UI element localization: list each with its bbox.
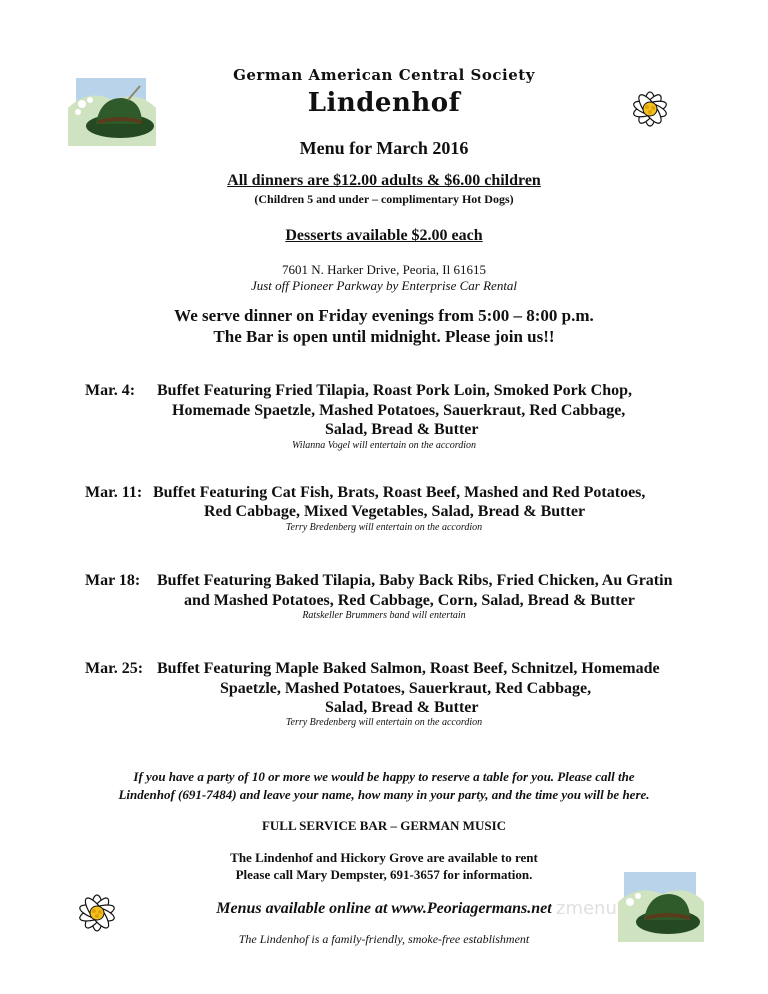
watermark-logo: zmenu bbox=[556, 898, 617, 919]
dinner-hours: We serve dinner on Friday evenings from 5:00 – 8:00 p.m. bbox=[174, 306, 594, 325]
rental-line: The Lindenhof and Hickory Grove are available to rent bbox=[230, 850, 538, 865]
family-note: The Lindenhof is a family-friendly, smoke-free establishment bbox=[238, 932, 530, 946]
website-line: Menus available online at www.Peoriagermans.net bbox=[216, 900, 552, 917]
entertainment-note: Ratskeller Brummers band will entertain bbox=[302, 610, 466, 621]
dessert-price: Desserts available $2.00 each bbox=[285, 227, 483, 244]
menu-line: Homemade Spaetzle, Mashed Potatoes, Sauerkraut, Red Cabbage, bbox=[172, 402, 626, 419]
menu-line: Buffet Featuring Fried Tilapia, Roast Pork Loin, Smoked Pork Chop, bbox=[157, 382, 632, 399]
reservation-line: Lindenhof (691-7484) and leave your name, how many in your party, and the time you will be here. bbox=[118, 787, 650, 802]
menu-line: Spaetzle, Mashed Potatoes, Sauerkraut, Red Cabbage, bbox=[220, 680, 592, 697]
restaurant-name: Lindenhof bbox=[307, 88, 461, 118]
entertainment-note: Wilanna Vogel will entertain on the accordion bbox=[291, 440, 477, 451]
menu-date: Mar. 25: bbox=[85, 660, 144, 677]
menu-date: Mar. 11: bbox=[85, 484, 143, 501]
children-note: (Children 5 and under – complimentary Hot Dogs) bbox=[254, 192, 514, 206]
menu-line: Buffet Featuring Baked Tilapia, Baby Back Ribs, Fried Chicken, Au Gratin bbox=[157, 572, 673, 589]
directions: Just off Pioneer Parkway by Enterprise Car Rental bbox=[250, 278, 518, 293]
menu-title: Menu for March 2016 bbox=[299, 138, 469, 158]
street-address: 7601 N. Harker Drive, Peoria, Il 61615 bbox=[282, 262, 486, 277]
menu-line: Red Cabbage, Mixed Vegetables, Salad, Bread & Butter bbox=[204, 503, 586, 520]
bar-music: FULL SERVICE BAR – GERMAN MUSIC bbox=[261, 818, 507, 833]
menu-line: and Mashed Potatoes, Red Cabbage, Corn, Salad, Bread & Butter bbox=[184, 592, 635, 609]
bar-hours: The Bar is open until midnight. Please join us!! bbox=[213, 327, 555, 346]
menu-line: Buffet Featuring Maple Baked Salmon, Roast Beef, Schnitzel, Homemade bbox=[157, 660, 660, 677]
dinner-prices: All dinners are $12.00 adults & $6.00 children bbox=[227, 172, 541, 189]
menu-date: Mar. 4: bbox=[85, 382, 136, 399]
society-name: German American Central Society bbox=[233, 66, 535, 84]
entertainment-note: Terry Bredenberg will entertain on the accordion bbox=[285, 522, 483, 533]
menu-date: Mar 18: bbox=[85, 572, 141, 589]
entertainment-note: Terry Bredenberg will entertain on the accordion bbox=[285, 717, 483, 728]
rental-line: Please call Mary Dempster, 691-3657 for information. bbox=[235, 867, 533, 882]
reservation-line: If you have a party of 10 or more we would be happy to reserve a table for you. Please call the bbox=[133, 769, 635, 784]
menu-line: Salad, Bread & Butter bbox=[325, 421, 479, 438]
menu-line: Salad, Bread & Butter bbox=[325, 699, 479, 716]
menu-line: Buffet Featuring Cat Fish, Brats, Roast Beef, Mashed and Red Potatoes, bbox=[153, 484, 646, 501]
